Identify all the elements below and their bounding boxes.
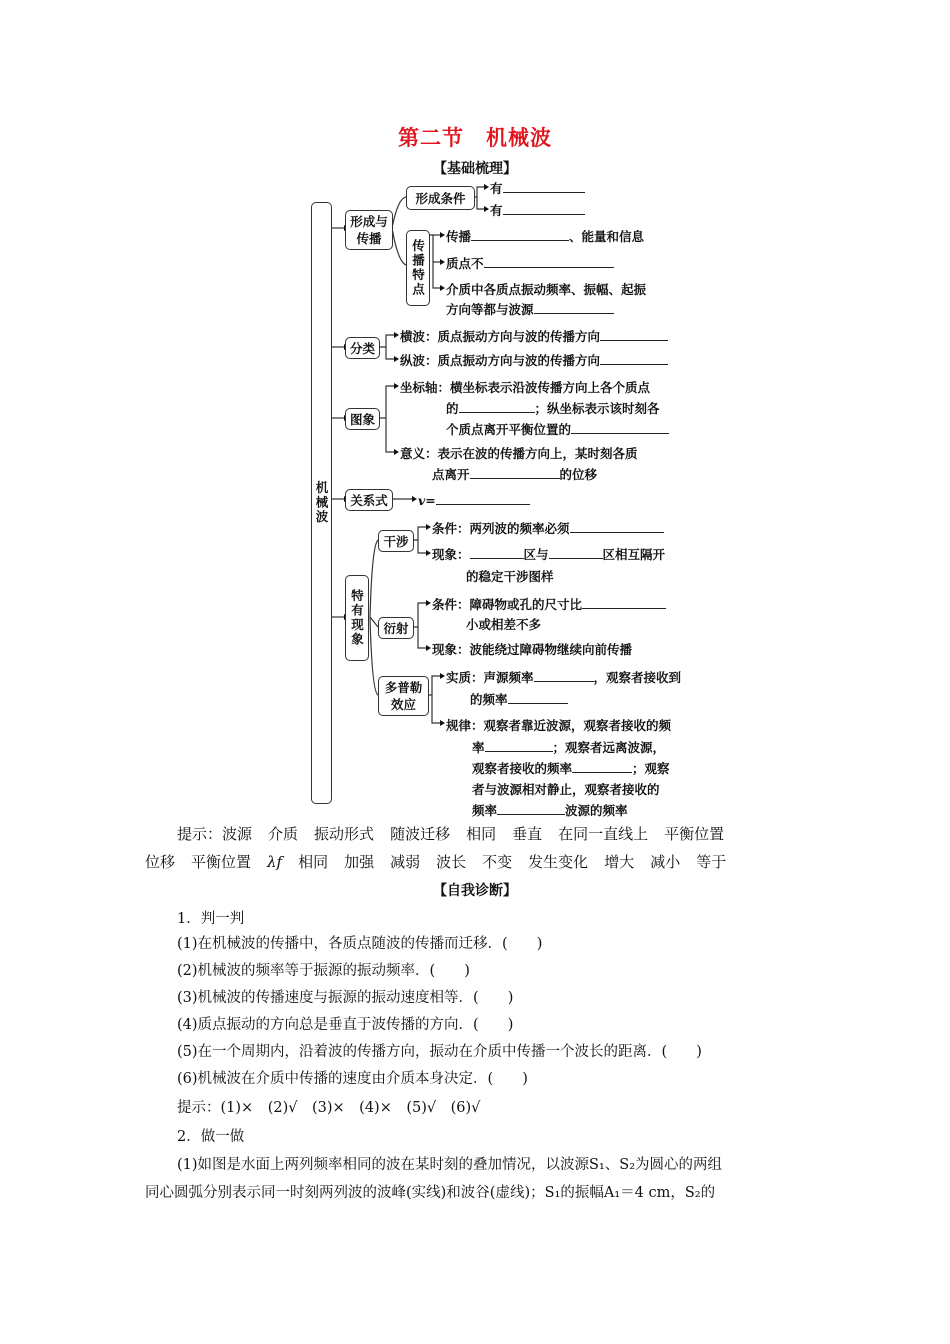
node-interference: 干涉 xyxy=(378,530,414,552)
axis-line-1: 坐标轴：横坐标表示沿波传播方向上各个质点 xyxy=(400,380,651,395)
tips-line-1: 提示：波源 介质 振动形式 随波迁移 相同 垂直 在同一直线上 平衡位置 xyxy=(177,825,725,843)
meaning-line-1: 意义：表示在波的传播方向上，某时刻各质 xyxy=(400,446,638,461)
judge-item-6: (6)机械波在介质中传播的速度由介质本身决定．( ) xyxy=(177,1071,528,1087)
axis-line-3: 个质点离开平衡位置的 xyxy=(446,420,669,438)
feature-1: 传播 、能量和信息 xyxy=(446,229,645,244)
node-classify: 分类 xyxy=(345,337,380,359)
question-2-line-1: (1)如图是水面上两列频率相同的波在某时刻的叠加情况，以波源S₁、S₂为圆心的两组 xyxy=(177,1157,723,1173)
cond-2: 有 xyxy=(490,201,585,219)
cond-1: 有 xyxy=(490,179,585,197)
question-2-line-2: 同心圆弧分别表示同一时刻两列波的波峰(实线)和波谷(虚线)；S₁的振幅A₁＝4 cm，S₂的 xyxy=(145,1185,716,1201)
doppler-law-1: 规律：观察者靠近波源，观察者接收的频 xyxy=(446,718,672,733)
doppler-essence-2: 的频率 xyxy=(470,690,568,708)
question-1-title: 1．判一判 xyxy=(177,911,245,927)
section-heading-self-check: 【自我诊断】 xyxy=(433,883,517,899)
judge-item-1: (1)在机械波的传播中，各质点随波的传播而迁移．( ) xyxy=(177,936,543,952)
feature-3a: 介质中各质点振动频率、振幅、起振 xyxy=(446,282,647,297)
doppler-law-3: 观察者接收的频率 ；观察 xyxy=(472,761,670,776)
root-node: 机械波 xyxy=(311,202,332,804)
judge-item-2: (2)机械波的频率等于振源的振动频率．( ) xyxy=(177,963,470,979)
longitudinal-wave: 纵波：质点振动方向与波的传播方向 xyxy=(400,351,668,369)
doppler-essence-1: 实质：声源频率 ，观察者接收到 xyxy=(446,670,682,685)
interference-phenomenon-2: 的稳定干涉图样 xyxy=(466,569,554,584)
judge-item-4: (4)质点振动的方向总是垂直于波传播的方向．( ) xyxy=(177,1017,514,1033)
node-relation: 关系式 xyxy=(345,489,393,511)
diffraction-condition-1: 条件：障碍物或孔的尺寸比 xyxy=(432,595,666,613)
doppler-law-2: 率 ；观察者远离波源， xyxy=(472,740,666,755)
node-doppler: 多普勒效应 xyxy=(378,676,429,716)
node-spread-features: 传播特点 xyxy=(406,230,430,306)
section-heading-basics: 【基础梳理】 xyxy=(433,161,517,177)
node-form-conditions: 形成条件 xyxy=(406,186,475,210)
transverse-wave: 横波：质点振动方向与波的传播方向 xyxy=(400,327,668,345)
diffraction-phenomenon: 现象：波能绕过障碍物继续向前传播 xyxy=(432,642,633,657)
diffraction-condition-2: 小或相差不多 xyxy=(466,617,542,632)
doppler-law-5: 频率 波源的频率 xyxy=(472,803,628,818)
interference-condition: 条件：两列波的频率必须 xyxy=(432,519,664,537)
page-title: 第二节 机械波 xyxy=(398,125,552,150)
relation-formula: v= xyxy=(418,491,530,508)
node-diffraction: 衍射 xyxy=(378,617,414,639)
node-special: 特有现象 xyxy=(345,575,369,661)
node-graph: 图象 xyxy=(345,408,380,430)
tips-line-2: 位移 平衡位置 λf 相同 加强 减弱 波长 不变 发生变化 增大 减小 等于 xyxy=(145,853,727,871)
meaning-line-2: 点离开 的位移 xyxy=(432,467,598,482)
question-2-title: 2．做一做 xyxy=(177,1129,245,1145)
judge-tip: 提示：(1)× (2)√ (3)× (4)× (5)√ (6)√ xyxy=(177,1100,481,1116)
feature-2: 质点不 xyxy=(446,254,614,272)
interference-phenomenon-1: 现象： 区与 区相互隔开 xyxy=(432,547,666,562)
doppler-law-4: 者与波源相对静止，观察者接收的 xyxy=(472,782,660,797)
judge-item-3: (3)机械波的传播速度与振源的振动速度相等．( ) xyxy=(177,990,514,1006)
node-form-spread: 形成与传播 xyxy=(345,210,393,250)
axis-line-2: 的 ；纵坐标表示该时刻各 xyxy=(446,401,660,416)
judge-item-5: (5)在一个周期内，沿着波的传播方向，振动在介质中传播一个波长的距离．( ) xyxy=(177,1044,702,1060)
feature-3b: 方向等都与波源 xyxy=(446,300,614,318)
